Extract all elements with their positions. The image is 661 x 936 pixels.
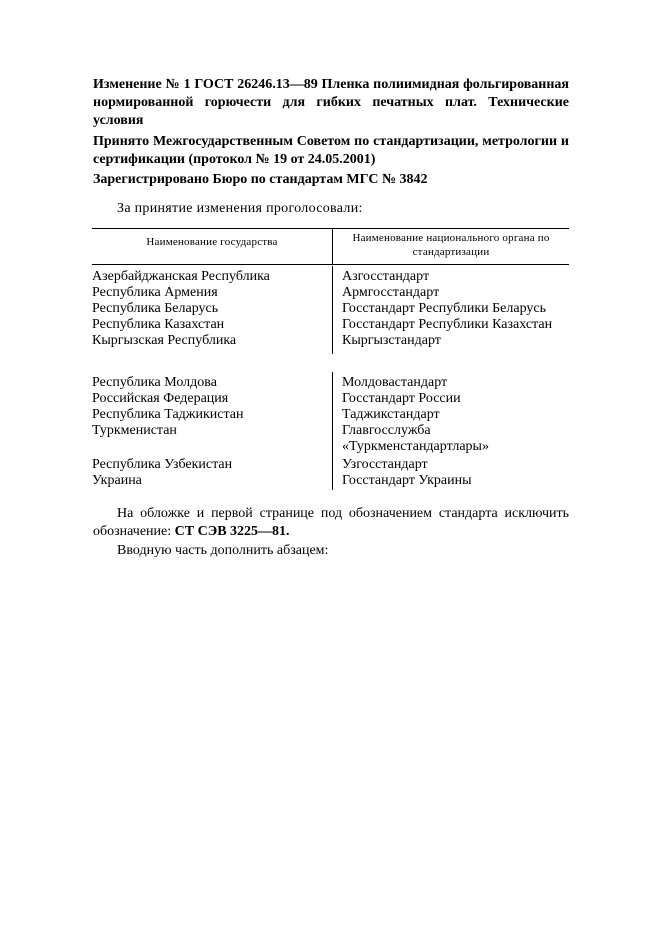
state-name: Российская Федерация	[92, 391, 229, 406]
standards-body: Молдовастандарт	[342, 375, 448, 390]
table-body-divider	[332, 372, 333, 490]
table-header-divider	[332, 228, 333, 264]
state-name: Азербайджанская Республика	[92, 269, 270, 284]
cover-change-text: На обложке и первой странице под обозначением стандарта исключить обозначение:	[93, 506, 569, 539]
table-body-divider	[332, 266, 333, 354]
standards-body: Госстандарт России	[342, 391, 461, 406]
state-name: Республика Узбекистан	[92, 457, 233, 472]
state-name: Кыргызская Республика	[92, 333, 237, 348]
change-heading: Изменение № 1 ГОСТ 26246.13—89 Пленка полиимидная фольгированная нормированной горючести для гибких печатных плат. Технические условия	[93, 77, 569, 128]
column-header-org: Наименование национального органа по стандартизации	[352, 232, 550, 258]
state-name: Республика Армения	[92, 285, 218, 300]
voting-intro: За принятие изменения проголосовали:	[117, 201, 363, 216]
cover-change-paragraph	[93, 505, 569, 541]
state-name: Республика Молдова	[92, 375, 217, 390]
adopted-heading: Принято Межгосударственным Советом по стандартизации, метрологии и сертификации (протокол № 19 от 24.05.2001)	[93, 134, 569, 167]
state-name: Республика Беларусь	[92, 301, 219, 316]
standards-body: Таджикстандарт	[342, 407, 440, 422]
intro-addition-paragraph	[93, 542, 569, 560]
column-header-state: Наименование государства	[146, 236, 278, 248]
withdrawn-standard-ref: СТ СЭВ 3225—81.	[174, 524, 290, 539]
standards-body: Госстандарт Украины	[342, 473, 472, 488]
registered-heading: Зарегистрировано Бюро по стандартам МГС № 3842	[93, 172, 428, 187]
standards-body: Госстандарт Республики Казахстан	[342, 317, 553, 332]
standards-body: Армгосстандарт	[342, 285, 440, 300]
standards-body: Азгосстандарт	[342, 269, 430, 284]
state-name: Республика Казахстан	[92, 317, 225, 332]
state-name: Туркменистан	[92, 423, 177, 438]
table-top-rule	[92, 228, 569, 229]
state-name: Украина	[92, 473, 142, 488]
standards-body: Кыргызстандарт	[342, 333, 441, 348]
standards-body: Узгосстандарт	[342, 457, 428, 472]
table-header-rule	[92, 264, 569, 265]
state-name: Республика Таджикистан	[92, 407, 244, 422]
standards-body: Госстандарт Республики Беларусь	[342, 301, 547, 316]
standards-body: Главгосслужба «Туркменстандартлары»	[342, 423, 489, 454]
intro-addition-text: Вводную часть дополнить абзацем:	[117, 543, 329, 558]
